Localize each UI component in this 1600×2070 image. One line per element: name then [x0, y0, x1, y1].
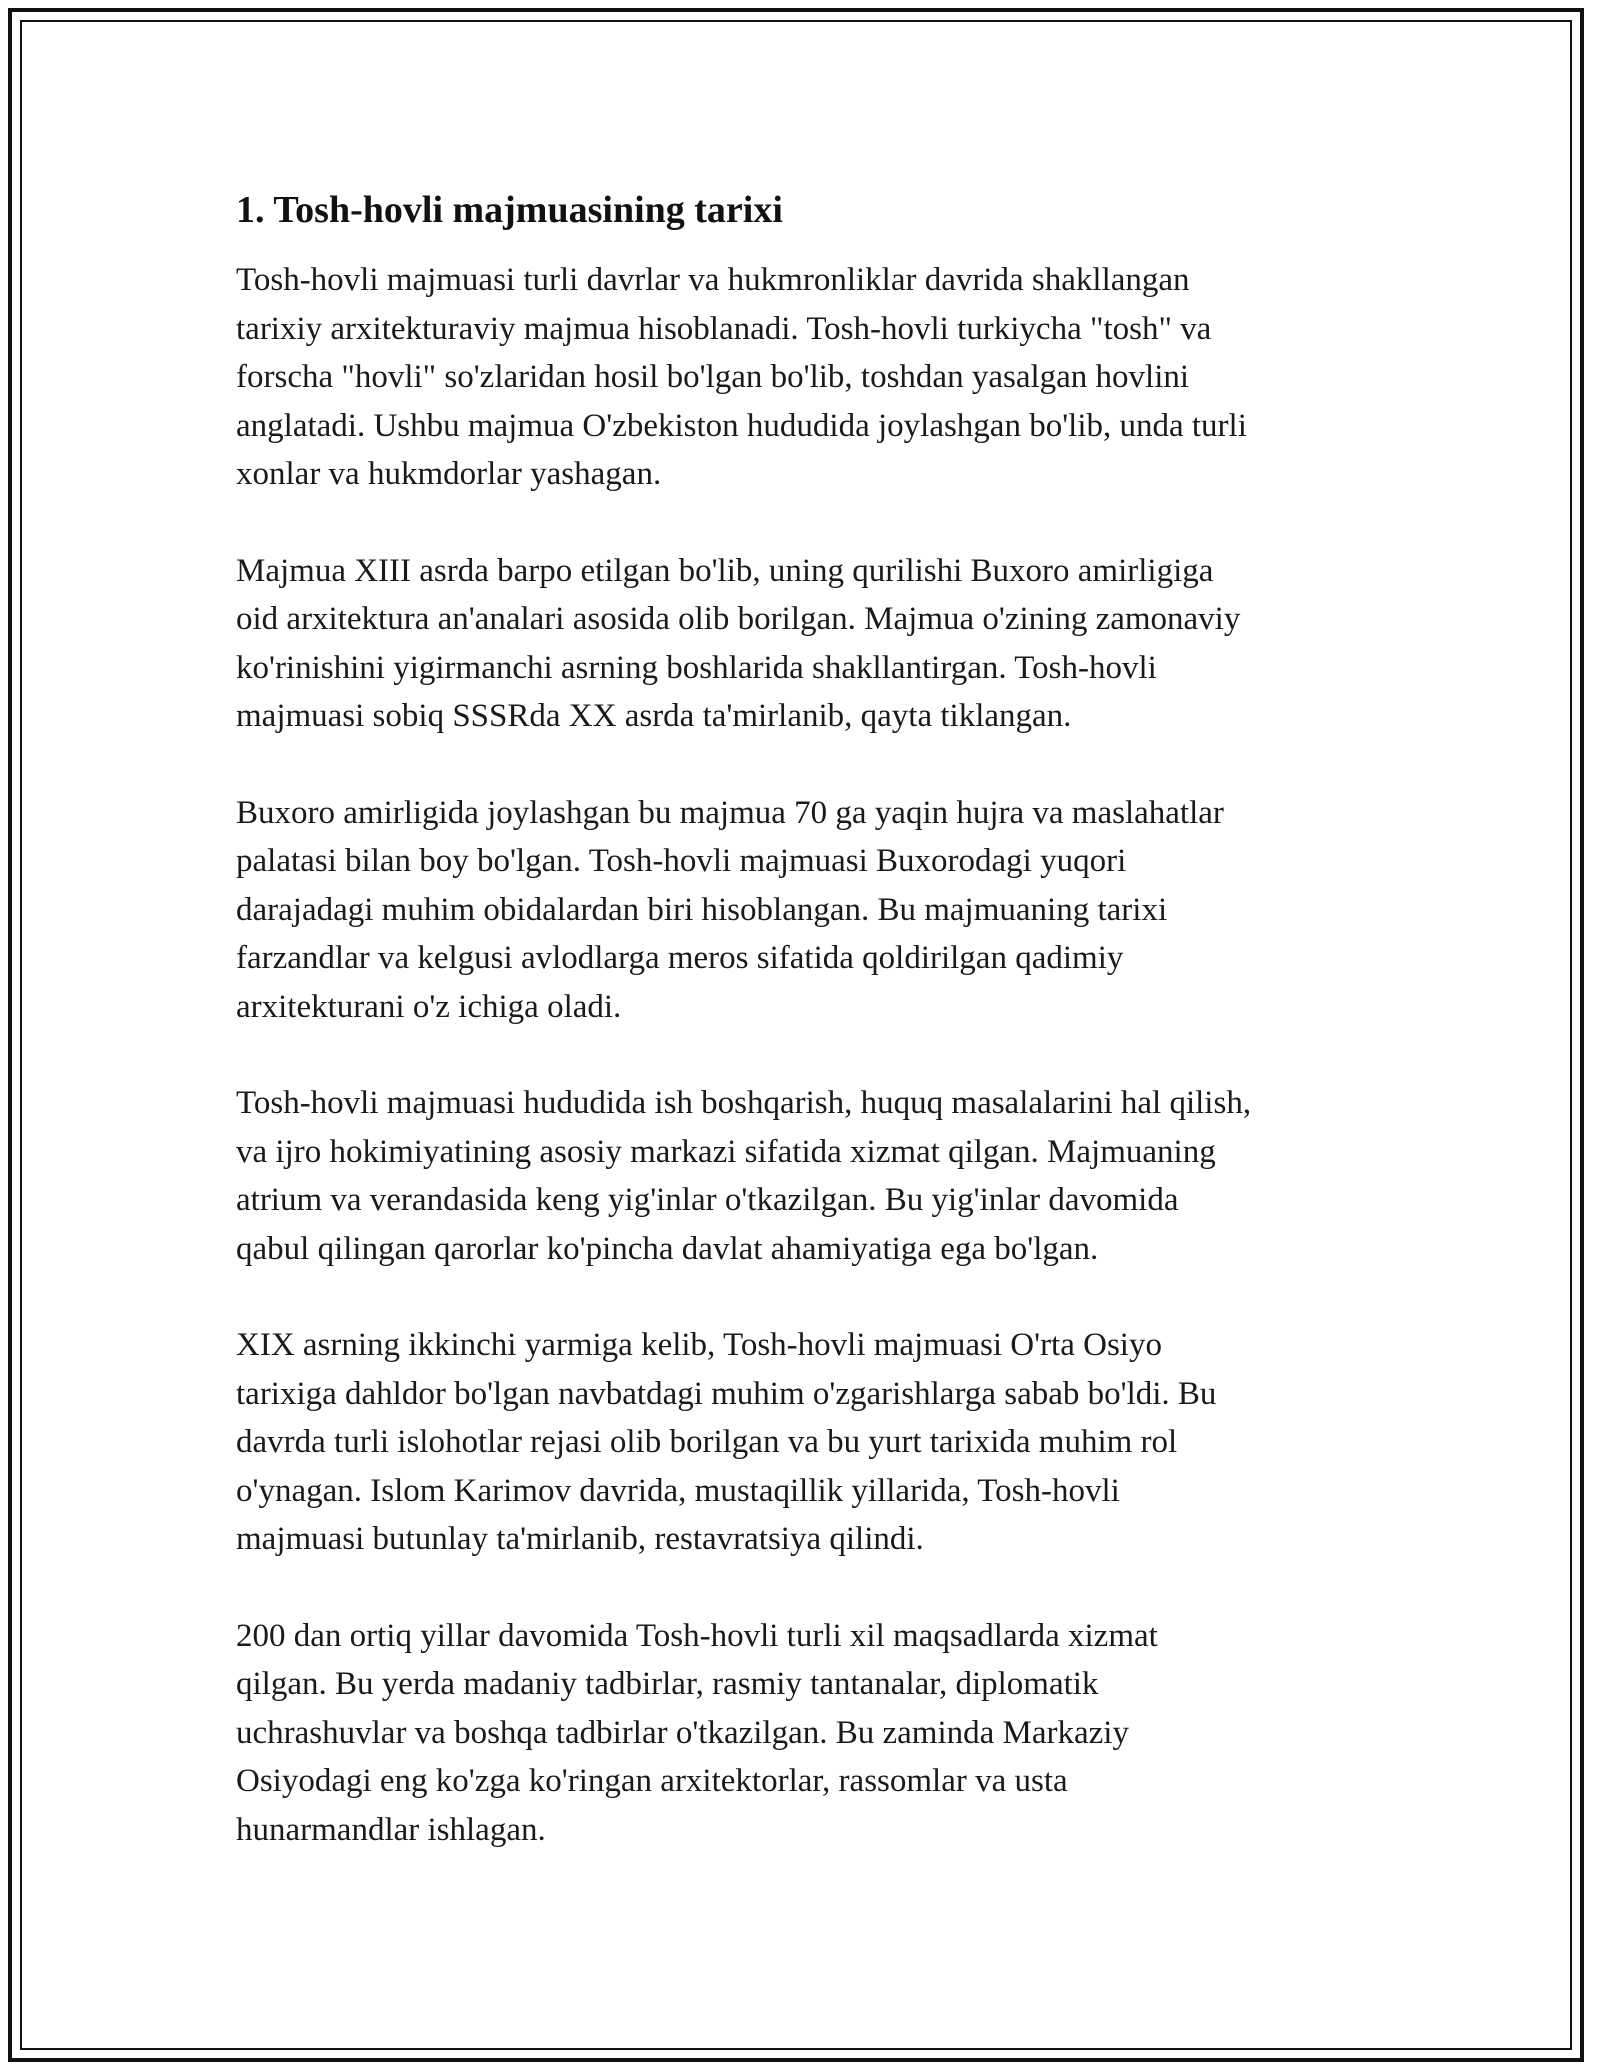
paragraph-line: Osiyodagi eng ko'zga ko'ringan arxitektorlar, rassomlar va usta: [236, 1763, 1068, 1799]
paragraph-line: atrium va verandasida keng yig'inlar o'tkazilgan. Bu yig'inlar davomida: [236, 1182, 1179, 1218]
paragraph-line: uchrashuvlar va boshqa tadbirlar o'tkazilgan. Bu zaminda Markaziy: [236, 1714, 1129, 1751]
paragraph-line: XIX asrning ikkinchi yarmiga kelib, Tosh-hovli majmuasi O'rta Osiyo: [236, 1327, 1162, 1363]
paragraph-line: anglatadi. Ushbu majmua O'zbekiston hududida joylashgan bo'lib, unda turli: [236, 407, 1247, 444]
paragraph-line: palatasi bilan boy bo'lgan. Tosh-hovli majmuasi Buxorodagi yuqori: [236, 843, 1127, 879]
paragraph-line: tarixiy arxitekturaviy majmua hisoblanadi. Tosh-hovli turkiycha "tosh" va: [236, 310, 1212, 347]
section-heading: 1. Tosh-hovli majmuasining tarixi: [236, 189, 783, 231]
paragraph-line: Buxoro amirligida joylashgan bu majmua 70 ga yaqin hujra va maslahatlar: [236, 794, 1224, 831]
paragraph-line: forscha "hovli" so'zlaridan hosil bo'lgan bo'lib, toshdan yasalgan hovlini: [236, 359, 1190, 395]
paragraph-line: ko'rinishini yigirmanchi asrning boshlarida shakllantirgan. Tosh-hovli: [236, 649, 1157, 686]
paragraph-2: [236, 547, 1376, 741]
paragraph-6: [236, 1612, 1376, 1855]
paragraph-line: arxitekturani o'z ichiga oladi.: [236, 988, 622, 1025]
paragraph-line: davrda turli islohotlar rejasi olib borilgan va bu yurt tarixida muhim rol: [236, 1424, 1178, 1460]
paragraph-line: darajadagi muhim obidalardan biri hisoblangan. Bu majmuaning tarixi: [236, 891, 1168, 928]
paragraph-line: hunarmandlar ishlagan.: [236, 1811, 546, 1848]
paragraph-4: [236, 1079, 1376, 1273]
paragraph-line: majmuasi butunlay ta'mirlanib, restavratsiya qilindi.: [236, 1521, 924, 1557]
paragraph-1: [236, 256, 1376, 499]
paragraph-line: oid arxitektura an'analari asosida olib borilgan. Majmua o'zining zamonaviy: [236, 601, 1241, 637]
document-body: [236, 186, 1376, 1902]
paragraph-line: tarixiga dahldor bo'lgan navbatdagi muhim o'zgarishlarga sabab bo'ldi. Bu: [236, 1375, 1217, 1412]
paragraph-line: qilgan. Bu yerda madaniy tadbirlar, rasmiy tantanalar, diplomatik: [236, 1666, 1099, 1702]
paragraph-line: qabul qilingan qarorlar ko'pincha davlat ahamiyatiga ega bo'lgan.: [236, 1230, 1099, 1267]
paragraph-line: xonlar va hukmdorlar yashagan.: [236, 456, 662, 492]
paragraph-line: o'ynagan. Islom Karimov davrida, mustaqillik yillarida, Tosh-hovli: [236, 1472, 1120, 1509]
paragraph-line: Majmua XIII asrda barpo etilgan bo'lib, uning qurilishi Buxoro amirligiga: [236, 552, 1214, 589]
paragraph-line: 200 dan ortiq yillar davomida Tosh-hovli turli xil maqsadlarda xizmat: [236, 1617, 1158, 1654]
paragraph-line: majmuasi sobiq SSSRda XX asrda ta'mirlanib, qayta tiklangan.: [236, 698, 1072, 734]
paragraph-5: [236, 1321, 1376, 1564]
paragraph-line: Tosh-hovli majmuasi turli davrlar va hukmronliklar davrida shakllangan: [236, 262, 1190, 298]
paragraph-line: va ijro hokimiyatining asosiy markazi sifatida xizmat qilgan. Majmuaning: [236, 1133, 1216, 1170]
paragraph-3: [236, 789, 1376, 1032]
paragraph-line: Tosh-hovli majmuasi hududida ish boshqarish, huquq masalalarini hal qilish,: [236, 1085, 1252, 1121]
paragraph-line: farzandlar va kelgusi avlodlarga meros sifatida qoldirilgan qadimiy: [236, 940, 1124, 976]
